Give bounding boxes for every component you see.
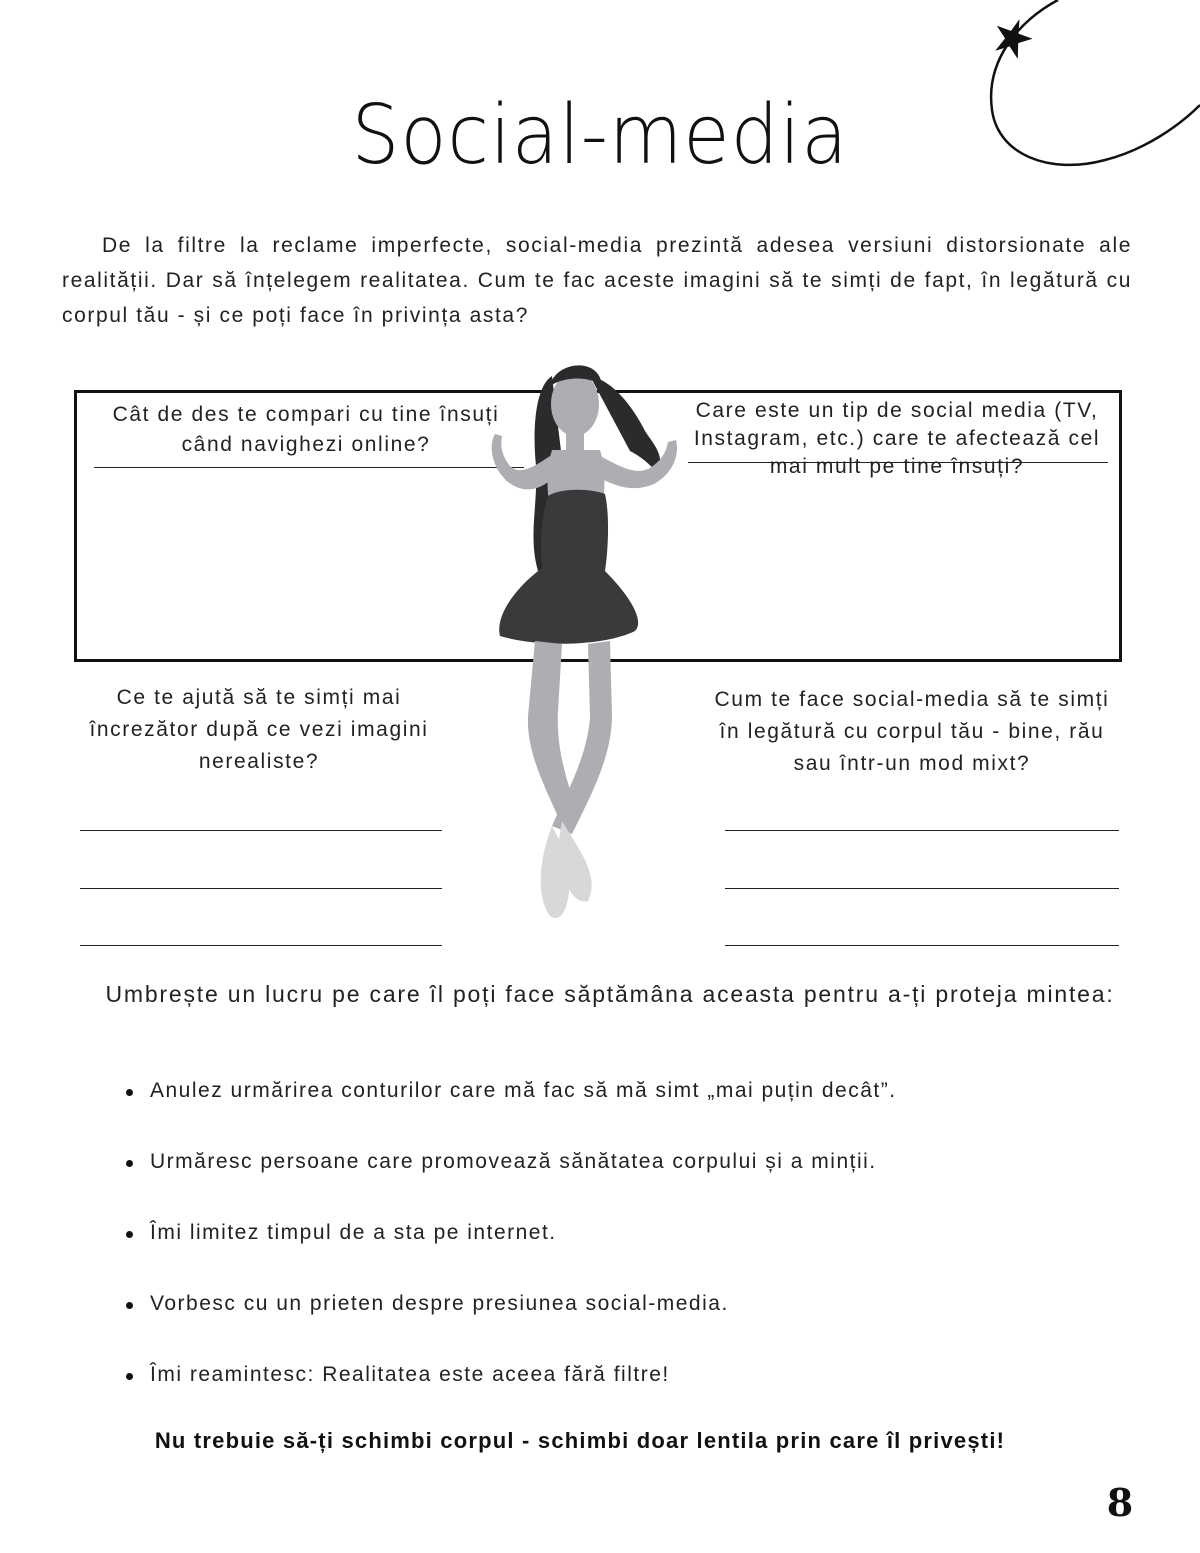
answer-line[interactable] — [725, 830, 1119, 831]
answer-line[interactable] — [80, 945, 442, 946]
question-confidence: Ce te ajută să te simți mai încrezător după ce vezi imagini nerealiste? — [89, 686, 429, 773]
option-item[interactable]: Vorbesc cu un prieten despre presiunea social-media. — [120, 1286, 897, 1357]
intro-paragraph: De la filtre la reclame imperfecte, social-media prezintă adesea versiuni distorsionate ale realității. Dar să înțelegem realitatea. Cum te fac aceste imagini să te simți de fapt, în legătură cu corpul tău - și ce poți face în privința asta? — [62, 234, 1132, 327]
answer-line[interactable] — [725, 945, 1119, 946]
closing-statement: Nu trebuie să-ți schimbi corpul - schimbi doar lentila prin care îl privești! — [154, 1428, 1006, 1453]
answer-line[interactable] — [688, 462, 1108, 463]
option-item[interactable]: Urmăresc persoane care promovează sănătatea corpului și a minții. — [120, 1144, 897, 1215]
shade-instruction: Umbrește un lucru pe care îl poți face săptămâna aceasta pentru a-ți proteja mintea: — [105, 981, 1115, 1007]
page-number: 8 — [1106, 1480, 1134, 1525]
answer-line[interactable] — [80, 830, 442, 831]
page-title: Social-media — [351, 88, 849, 183]
option-item[interactable]: Îmi reamintesc: Realitatea este aceea fără filtre! — [120, 1357, 897, 1428]
woman-silhouette — [440, 356, 710, 946]
answer-line[interactable] — [725, 888, 1119, 889]
question-compare-frequency: Cât de des te compari cu tine însuți când navighezi online? — [112, 403, 500, 456]
question-body-feelings: Cum te face social-media să te simți în legătură cu corpul tău - bine, rău sau într-un mod mixt? — [714, 688, 1110, 775]
answer-line[interactable] — [80, 888, 442, 889]
question-most-affecting-media: Care este un tip de social media (TV, Instagram, etc.) care te afectează cel mai mult pe tine însuți? — [693, 399, 1101, 478]
options-list — [120, 1073, 897, 1428]
option-item[interactable]: Anulez urmărirea conturilor care mă fac să mă simt „mai puțin decât”. — [120, 1073, 897, 1144]
option-item[interactable]: Îmi limitez timpul de a sta pe internet. — [120, 1215, 897, 1286]
